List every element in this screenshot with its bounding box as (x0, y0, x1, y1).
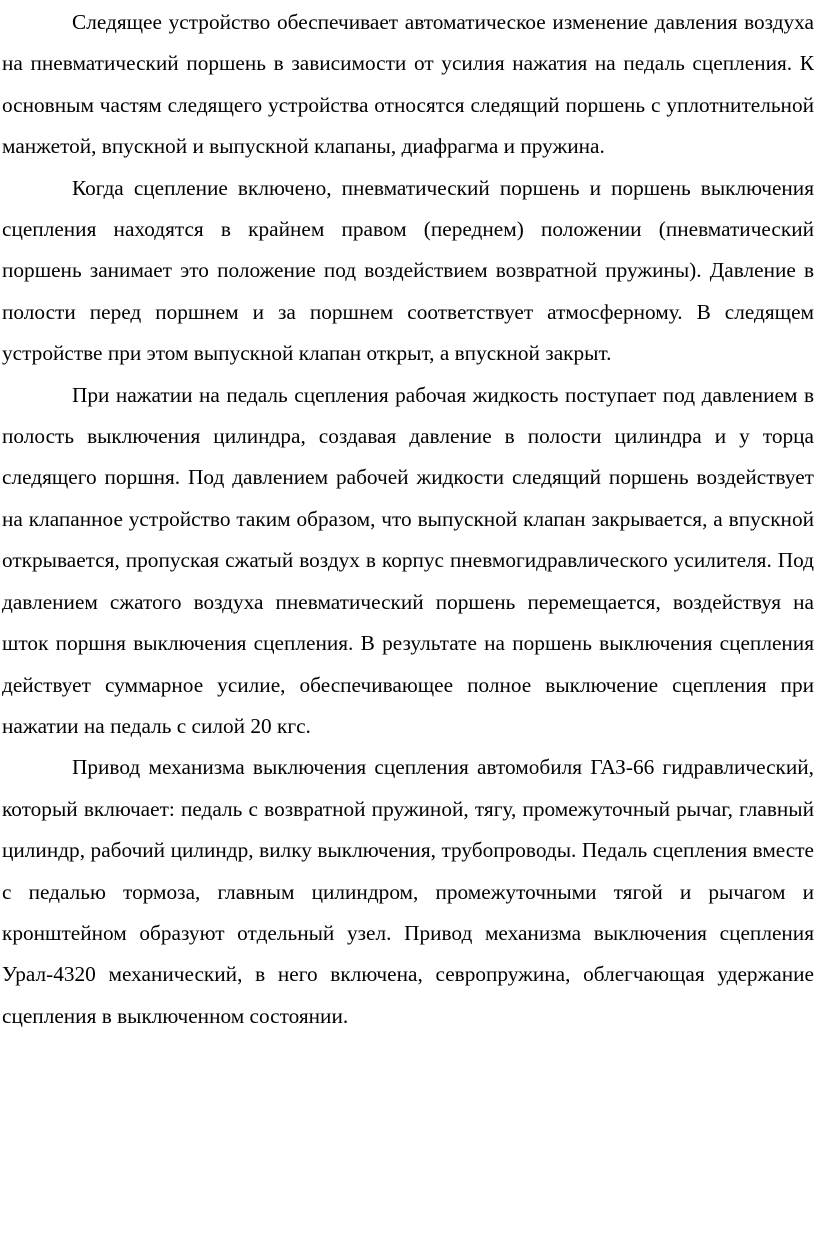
paragraph-tracking-device: Следящее устройство обеспечивает автоматическое изменение давления воздуха на пневматический поршень в зависимости от усилия нажатия на педаль сцепления. К основным частям следящего устройства относятся следящий поршень с уплотнительной манжетой, впускной и выпускной клапаны, диафрагма и пружина. (2, 10, 814, 159)
paragraph-pedal-pressed: При нажатии на педаль сцепления рабочая жидкость поступает под давлением в полость выключения цилиндра, создавая давление в полости цилиндра и у торца следящего поршня. Под давлением рабочей жидкости следящий поршень воздействует на клапанное устройство таким образом, что выпускной клапан закрывается, а впускной открывается, пропуская сжатый воздух в корпус пневмогидравлического усилителя. Под давлением сжатого воздуха пневматический поршень перемещается, воздействуя на шток поршня выключения сцепления. В результате на поршень выключения сцепления действует суммарное усилие, обеспечивающее полное выключение сцепления при нажатии на педаль с силой 20 кгс. (2, 382, 814, 738)
document-body (2, 0, 814, 1037)
paragraph-clutch-drive: Привод механизма выключения сцепления автомобиля ГАЗ-66 гидравлический, который включает: педаль с возвратной пружиной, тягу, промежуточный рычаг, главный цилиндр, рабочий цилиндр, вилку выключения, трубопроводы. Педаль сцепления вместе с педалью тормоза, главным цилиндром, промежуточными тягой и рычагом и кронштейном образуют отдельный узел. Привод механизма выключения сцепления Урал-4320 механический, в него включена, севропружина, облегчающая удержание сцепления в выключенном состоянии. (2, 755, 814, 1028)
paragraph-clutch-engaged: Когда сцепление включено, пневматический поршень и поршень выключения сцепления находятся в крайнем правом (переднем) положении (пневматический поршень занимает это положение под воздействием возвратной пружины). Давление в полости перед поршнем и за поршнем соответствует атмосферному. В следящем устройстве при этом выпускной клапан открыт, а впускной закрыт. (2, 175, 814, 366)
